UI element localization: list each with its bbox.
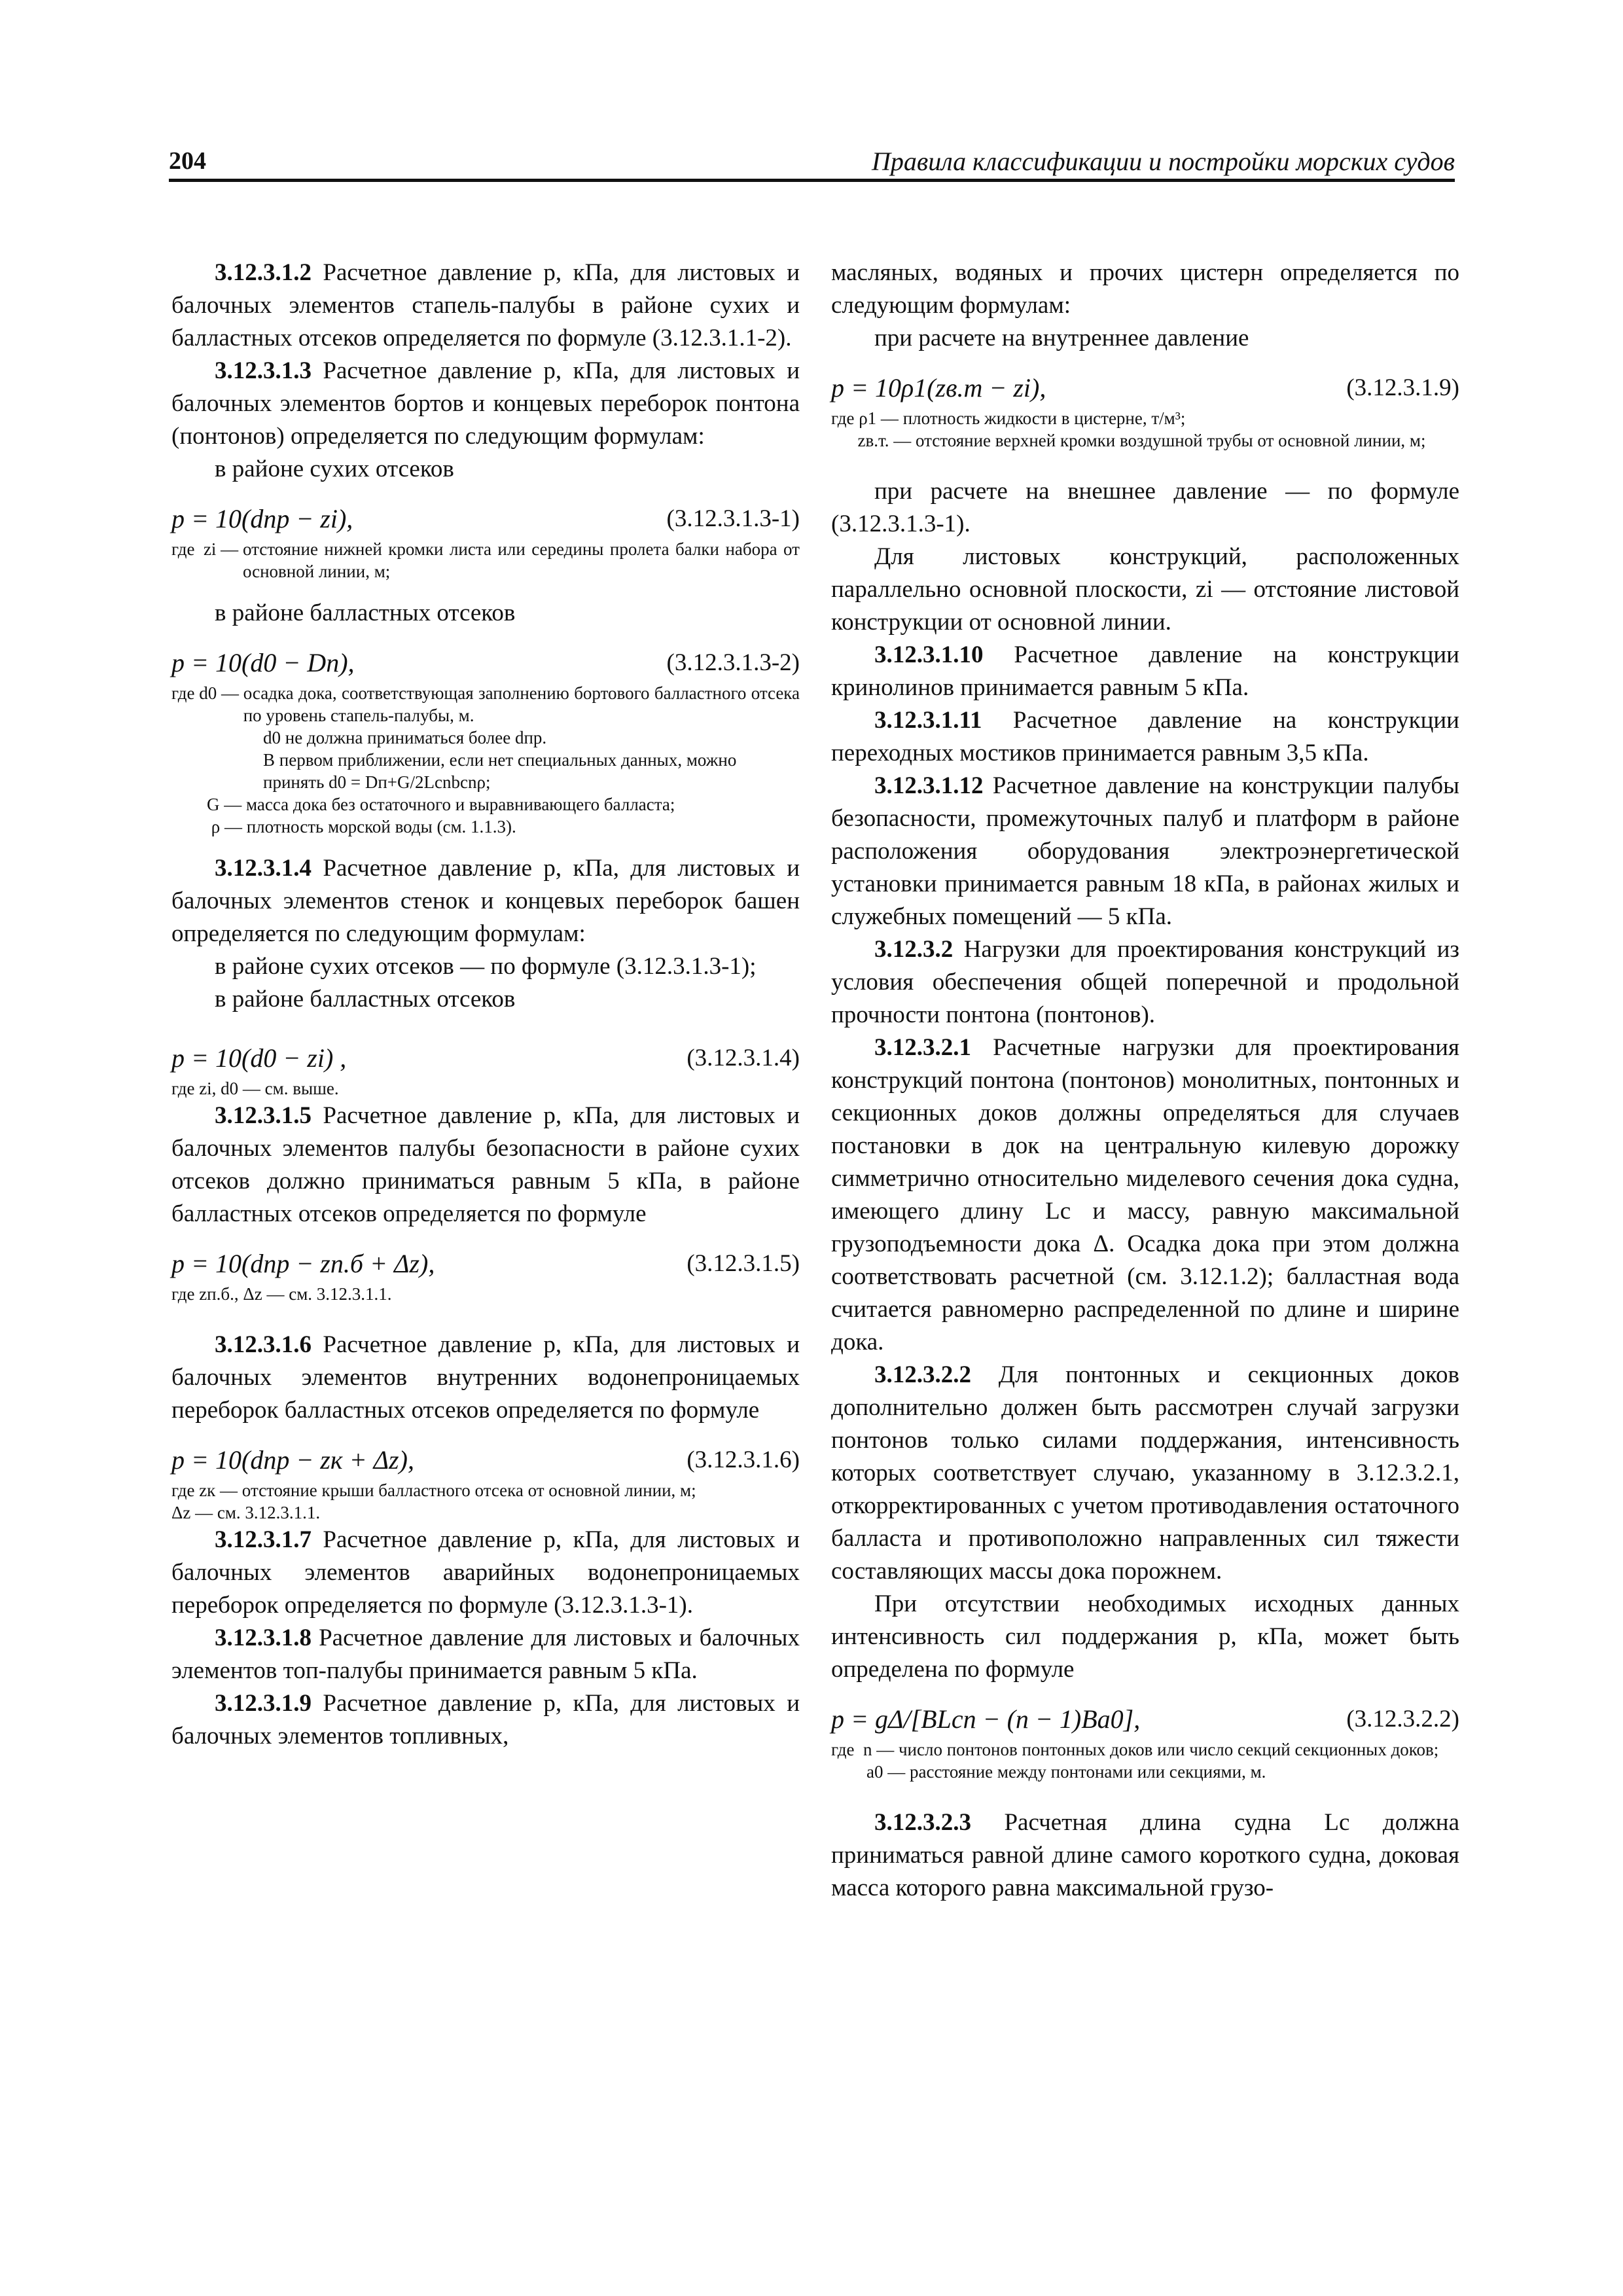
formula: p = gΔ/[BLсп − (n − 1)Ba0], (3.12.3.2.2)	[831, 1700, 1459, 1738]
paragraph: 3.12.3.2.2 Для понтонных и секционных доков дополнительно должен быть рассмотрен случай загрузки понтонов только силами поддержания, интенсивность которых соответствует случаю, указанному в 3.12.3.2.1, откорректированных с учетом противодавления остаточного балласта и противоположно направленных сил тяжести составляющих массы дока порожнем.	[831, 1361, 1459, 1585]
paragraph: при расчете на внешнее давление — по формуле (3.12.3.1.3-1).	[831, 478, 1459, 537]
paragraph: 3.12.3.2.1 Расчетные нагрузки для проектирования конструкций понтона (понтонов) монолитных, понтонных и секционных доков должны определяться для случаев постановки в док на центральную килевую дорожку симметрично относительно миделевого сечения дока судна, имеющего длину Lс и массу, равную максимальной грузоподъемности дока Δ. Осадка дока при этом должна соответствовать расчетной (см. 3.12.1.2); балластная вода считается равномерно распределенной по длине и ширине дока.	[831, 1034, 1459, 1355]
region-label: в районе сухих отсеков — по формуле (3.12.3.1.3-1);	[215, 953, 757, 980]
region-label: в районе балластных отсеков	[215, 986, 516, 1013]
formula-legend: где d0 — осадка дока, соответствующая заполнению бортового балластного отсека по уровень стапель-палубы, м. d0 не должна приниматься более dпр. В первом приближении, если нет специальных данных, можно принять d0 = Dп+G/2Lсnbсnρ; G — масса дока без остаточного и выравнивающего балласта; ρ — плотность морской воды (см. 1.1.3).	[171, 683, 800, 836]
paragraph: 3.12.3.1.8 Расчетное давление для листовых и балочных элементов топ-палубы принимается равным 5 кПа.	[171, 1624, 800, 1684]
paragraph: масляных, водяных и прочих цистерн определяется по следующим формулам:	[831, 259, 1459, 319]
paragraph: 3.12.3.1.5 Расчетное давление p, кПа, для листовых и балочных элементов палубы безопасности в районе сухих отсеков должно приниматься равным 5 кПа, в районе балластных отсеков определяется по формуле	[171, 1102, 800, 1227]
formula: p = 10ρ1(zв.т − zi), (3.12.3.1.9)	[831, 369, 1459, 407]
header-rule	[169, 179, 1455, 182]
formula-number: (3.12.3.1.3-1)	[666, 505, 800, 532]
formula: p = 10(d0 − Dп), (3.12.3.1.3-2)	[171, 644, 800, 682]
paragraph: 3.12.3.1.2 Расчетное давление p, кПа, для листовых и балочных элементов стапель-палубы в районе сухих и балластных отсеков определяется по формуле (3.12.3.1.1-2).	[171, 259, 800, 351]
formula-legend: где n — число понтонов понтонных доков или число секций секционных доков; a0 — расстояние между понтонами или секциями, м.	[831, 1740, 1439, 1782]
paragraph: 3.12.3.1.4 Расчетное давление p, кПа, для листовых и балочных элементов стенок и концевых переборок башен определяется по следующим формулам:	[171, 855, 800, 947]
formula: p = 10(dпр − zп.б + Δz), (3.12.3.1.5)	[171, 1245, 800, 1283]
region-label: в районе сухих отсеков	[215, 456, 454, 482]
formula: p = 10(d0 − zi) , (3.12.3.1.4)	[171, 1039, 800, 1077]
formula-number: (3.12.3.2.2)	[1346, 1706, 1459, 1732]
formula: p = 10(dпр − zк + Δz), (3.12.3.1.6)	[171, 1441, 800, 1479]
formula-legend: где zп.б., Δz — см. 3.12.3.1.1.	[171, 1284, 392, 1304]
paragraph: 3.12.3.2 Нагрузки для проектирования конструкций из условия обеспечения общей поперечной и продольной прочности понтона (понтонов).	[831, 936, 1459, 1028]
formula-legend: где zi — отстояние нижней кромки листа или середины пролета балки набора от основной линии, м;	[171, 539, 800, 581]
paragraph: 3.12.3.1.6 Расчетное давление p, кПа, для листовых и балочных элементов внутренних водонепроницаемых переборок балластных отсеков определяется по формуле	[171, 1331, 800, 1424]
formula-number: (3.12.3.1.4)	[687, 1045, 800, 1071]
formula-number: (3.12.3.1.6)	[687, 1446, 800, 1473]
paragraph: 3.12.3.2.3 Расчетная длина судна Lс должна приниматься равной длине самого короткого судна, доковая масса которого равна максимальной грузо-	[831, 1809, 1459, 1901]
paragraph: 3.12.3.1.10 Расчетное давление на конструкции кринолинов принимается равным 5 кПа.	[831, 641, 1459, 701]
region-label: в районе балластных отсеков	[215, 600, 516, 626]
left-column	[171, 257, 800, 1753]
paragraph: 3.12.3.1.3 Расчетное давление p, кПа, для листовых и балочных элементов бортов и концевых переборок понтона (понтонов) определяется по следующим формулам:	[171, 357, 800, 450]
paragraph: 3.12.3.1.9 Расчетное давление p, кПа, для листовых и балочных элементов топливных,	[171, 1690, 800, 1749]
paragraph: 3.12.3.1.11 Расчетное давление на конструкции переходных мостиков принимается равным 3,5 кПа.	[831, 707, 1459, 766]
formula-number: (3.12.3.1.3-2)	[666, 649, 800, 676]
formula-legend: где ρ1 — плотность жидкости в цистерне, т/м³; zв.т. — отстояние верхней кромки воздушной трубы от основной линии, м;	[831, 408, 1426, 450]
formula-number: (3.12.3.1.5)	[687, 1250, 800, 1277]
paragraph: При отсутствии необходимых исходных данных интенсивность сил поддержания p, кПа, может быть определена по формуле	[831, 1590, 1459, 1683]
right-column	[831, 257, 1459, 1905]
paragraph: 3.12.3.1.7 Расчетное давление p, кПа, для листовых и балочных элементов аварийных водонепроницаемых переборок определяется по формуле (3.12.3.1.3-1).	[171, 1526, 800, 1619]
paragraph: 3.12.3.1.12 Расчетное давление на конструкции палубы безопасности, промежуточных палуб и платформ в районе расположения оборудования электроэнергетической установки принимается равным 18 кПа, в районах жилых и служебных помещений — 5 кПа.	[831, 772, 1459, 930]
formula-legend: где zi, d0 — см. выше.	[171, 1079, 339, 1098]
running-title: Правила классификации и постройки морских судов	[871, 147, 1455, 176]
formula-legend: где zк — отстояние крыши балластного отсека от основной линии, м; Δz — см. 3.12.3.1.1.	[171, 1480, 696, 1522]
region-label: при расчете на внутреннее давление	[874, 325, 1249, 351]
paragraph: Для листовых конструкций, расположенных параллельно основной плоскости, zi — отстояние листовой конструкции от основной линии.	[831, 543, 1459, 636]
page-header	[169, 145, 1455, 182]
formula: p = 10(dпр − zi), (3.12.3.1.3-1)	[171, 500, 800, 538]
formula-number: (3.12.3.1.9)	[1346, 374, 1459, 401]
page-number: 204	[169, 147, 206, 175]
